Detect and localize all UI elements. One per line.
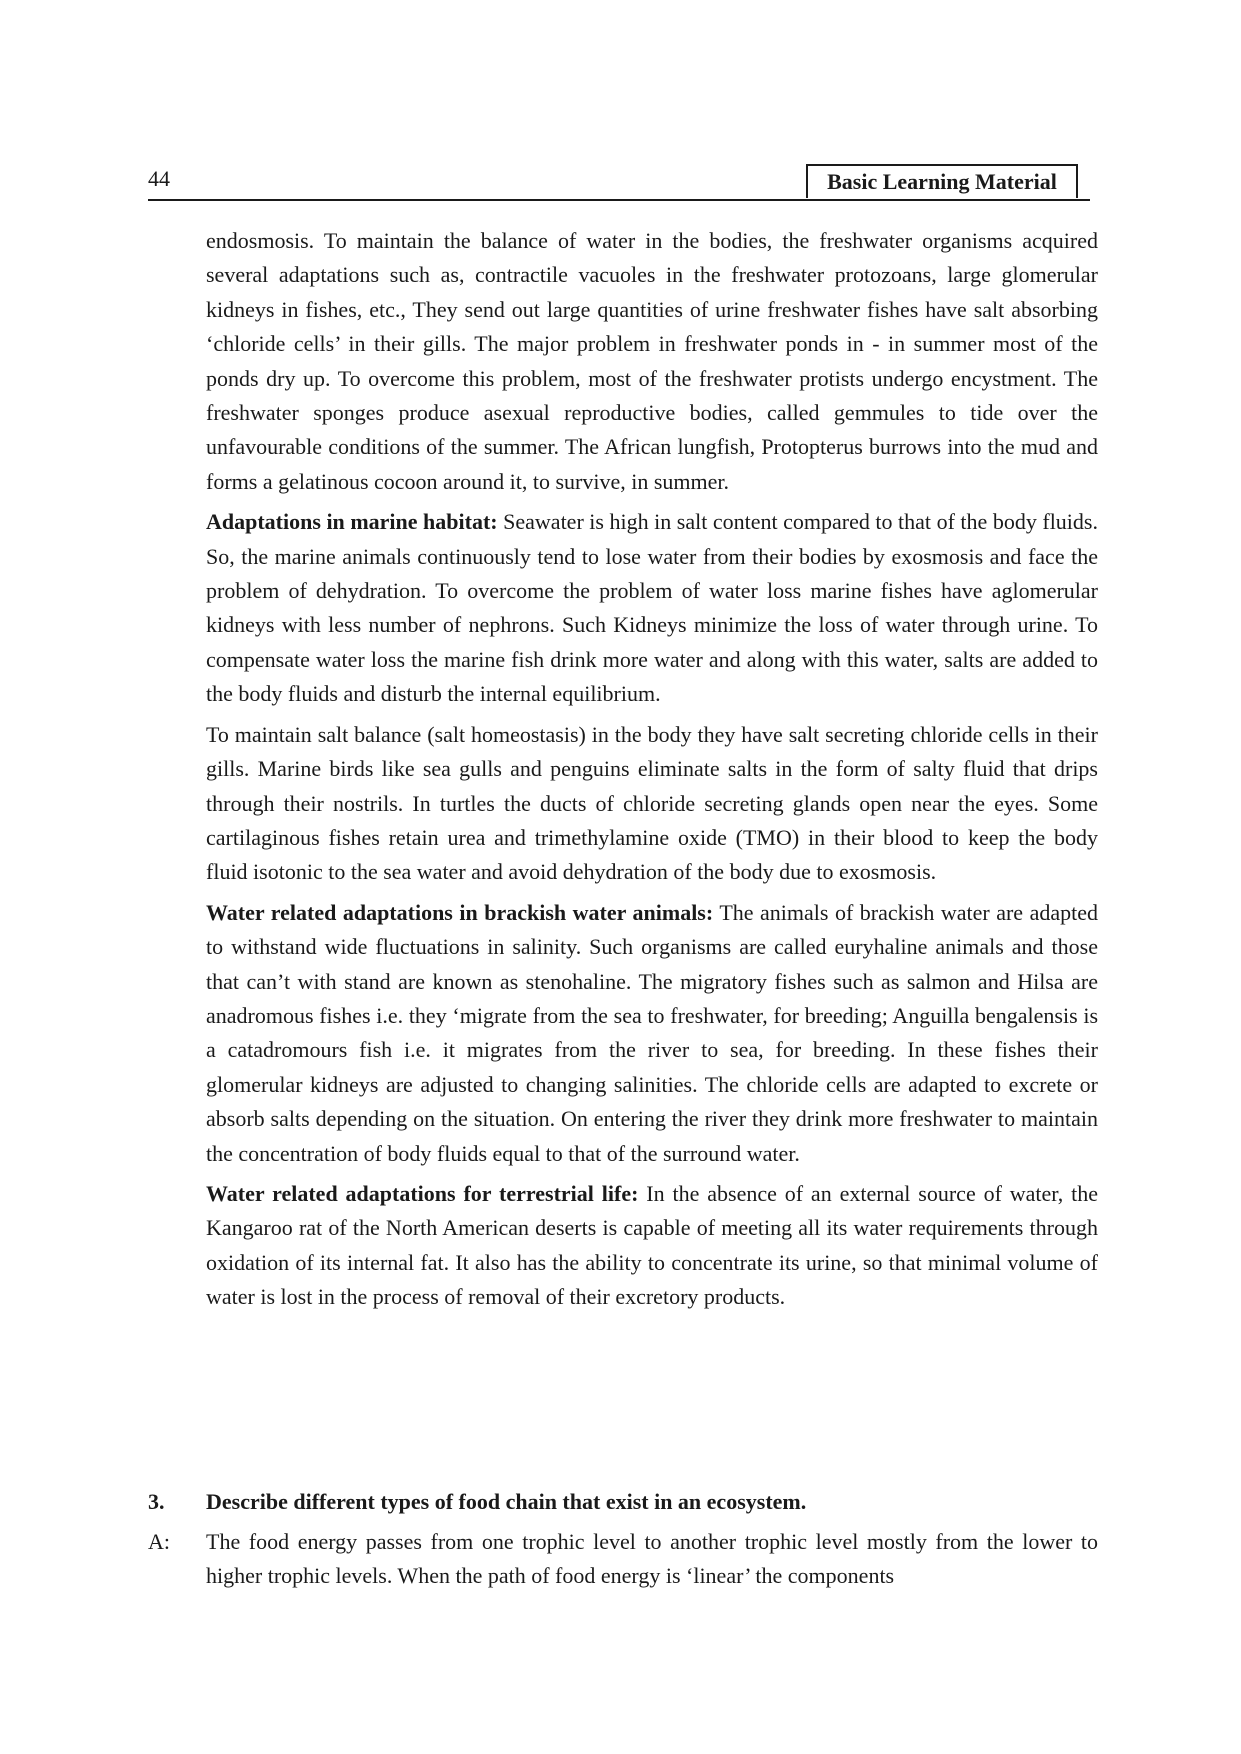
heading-brackish: Water related adaptations in brackish water animals:	[206, 899, 714, 925]
paragraph-brackish	[206, 896, 1098, 1171]
question-number: 3.	[148, 1489, 165, 1514]
running-header-title: Basic Learning Material	[806, 164, 1078, 198]
answer-3	[148, 1525, 1098, 1594]
header-rule	[148, 199, 1090, 201]
paragraph-marine	[206, 505, 1098, 711]
text-marine: Seawater is high in salt content compared to that of the body fluids. So, the marine animals continuously tend to lose water from their bodies by exosmosis and face the problem of dehydration. To overcome the problem of water loss marine fishes have aglomerular kidneys with less number of nephrons. Such Kidneys minimize the loss of water through urine. To compensate water loss the marine fish drink more water and along with this water, salts are added to the body fluids and disturb the internal equilibrium.	[206, 509, 1098, 707]
answer-label: A:	[148, 1529, 170, 1554]
paragraph-terrestrial	[206, 1177, 1098, 1315]
paragraph-freshwater: endosmosis. To maintain the balance of water in the bodies, the freshwater organisms acquired several adaptations such as, contractile vacuoles in the freshwater protozoans, large glomerular kidneys in fishes, etc., They send out large quantities of urine freshwater fishes have salt absorbing ‘chloride cells’ in their gills. The major problem in freshwater ponds in - in summer most of the ponds dry up. To overcome this problem, most of the freshwater protists undergo encystment. The freshwater sponges produce asexual reproductive bodies, called gemmules to tide over the unfavourable conditions of the summer. The African lungfish, Protopterus burrows into the mud and forms a gelatinous cocoon around it, to survive, in summer.	[206, 228, 1098, 494]
body-text	[206, 224, 1098, 1321]
heading-marine: Adaptations in marine habitat:	[206, 509, 498, 535]
page-number: 44	[148, 166, 170, 191]
text-brackish: The animals of brackish water are adapted to withstand wide fluctuations in salinity. Such organisms are called euryhaline animals and those that can’t with stand are known as stenohaline. The migratory fishes such as salmon and Hilsa are anadromous fishes i.e. they ‘migrate from the sea to freshwater, for breeding; Anguilla bengalensis is a catadromours fish i.e. it migrates from the river to sea, for breeding. In these fishes their glomerular kidneys are adjusted to changing salinities. The chloride cells are adapted to excrete or absorb salts depending on the situation. On entering the river they drink more freshwater to maintain the concentration of body fluids equal to that of the surround water.	[206, 899, 1098, 1166]
text-terrestrial: In the absence of an external source of water, the Kangaroo rat of the North American deserts is capable of meeting all its water requirements through oxidation of its internal fat. It also has the ability to concentrate its urine, so that minimal volume of water is lost in the process of removal of their excretory products.	[206, 1180, 1099, 1310]
question-text: Describe different types of food chain that exist in an ecosystem.	[206, 1489, 807, 1514]
answer-text: The food energy passes from one trophic level to another trophic level mostly from the lower to higher trophic levels. When the path of food energy is ‘linear’ the components	[206, 1529, 1098, 1589]
heading-terrestrial: Water related adaptations for terrestrial life:	[206, 1180, 639, 1206]
paragraph-salt-balance: To maintain salt balance (salt homeostasis) in the body they have salt secreting chloride cells in their gills. Marine birds like sea gulls and penguins eliminate salts in the form of salty fluid that drips through their nostrils. In turtles the ducts of chloride secreting glands open near the eyes. Some cartilaginous fishes retain urea and trimethylamine oxide (TMO) in their blood to keep the body fluid isotonic to the sea water and avoid dehydration of the body due to exosmosis.	[206, 721, 1098, 885]
question-3	[148, 1485, 1098, 1519]
